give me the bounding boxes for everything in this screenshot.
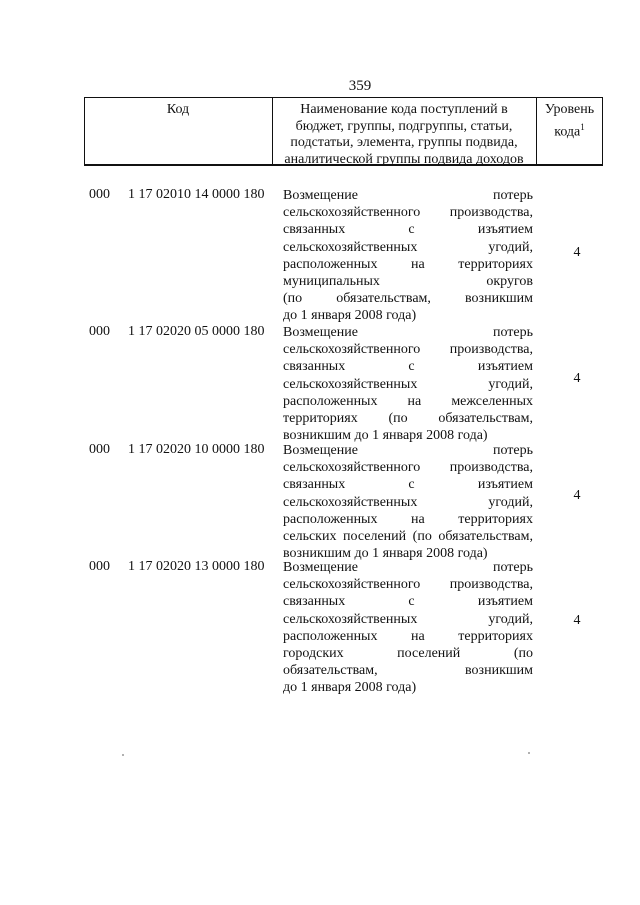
scan-speck (122, 754, 124, 756)
row-name-line: связанных с изъятием (283, 359, 533, 375)
row-name-line: сельских поселений (по обязательствам, (283, 528, 533, 544)
row-name-line: сельскохозяйственных угодий, (283, 239, 533, 255)
row-admin-code: 000 (89, 187, 110, 202)
row-name-line: обязательствам, возникшим (283, 663, 533, 679)
row-name-line: сельскохозяйственного производства, (283, 577, 533, 593)
header-level-line2: кода (554, 124, 581, 140)
table-header (84, 97, 603, 166)
row-name-line: сельскохозяйственных угодий, (283, 611, 533, 627)
row-name-line: муниципальных округов (283, 273, 533, 289)
row-name-line: сельскохозяйственного производства, (283, 342, 533, 358)
row-name (283, 559, 533, 697)
row-level: 4 (573, 245, 581, 260)
row-name-line: (по обязательствам, возникшим (283, 291, 533, 307)
row-name-line: сельскохозяйственного производства, (283, 205, 533, 221)
row-name (283, 187, 533, 325)
row-revenue-code: 1 17 02020 05 0000 180 (128, 324, 265, 339)
header-name-line: Наименование кода поступлений в (300, 102, 508, 117)
row-name-line: сельскохозяйственного производства, (283, 460, 533, 476)
header-name-line: подстатьи, элемента, группы подвида, (290, 135, 518, 150)
row-revenue-code: 1 17 02020 10 0000 180 (128, 442, 265, 457)
row-admin-code: 000 (89, 442, 110, 457)
row-name-line: расположенных на территориях (283, 256, 533, 272)
row-revenue-code: 1 17 02010 14 0000 180 (128, 187, 265, 202)
row-admin-code: 000 (89, 324, 110, 339)
row-name-line: связанных с изъятием (283, 222, 533, 238)
row-admin-code: 000 (89, 559, 110, 574)
header-level-label (536, 102, 603, 141)
header-level-line1: Уровень (544, 102, 595, 117)
row-name-line: территориях (по обязательствам, (283, 410, 533, 426)
row-name-line: связанных с изъятием (283, 594, 533, 610)
scan-speck (528, 752, 530, 754)
row-level: 4 (573, 371, 581, 386)
row-name-line: возникшим до 1 января 2008 года) (283, 546, 488, 562)
header-name-line: бюджет, группы, подгруппы, статьи, (295, 118, 513, 134)
row-name-line: связанных с изъятием (283, 477, 533, 493)
row-name-line: Возмещение потерь (283, 188, 533, 203)
row-revenue-code: 1 17 02020 13 0000 180 (128, 559, 265, 574)
page-number: 359 (348, 78, 372, 94)
header-top-rule (84, 97, 603, 98)
row-name-line: до 1 января 2008 года) (283, 308, 417, 324)
row-name-line: расположенных на территориях (283, 511, 533, 527)
row-name-line: расположенных на межселенных (283, 393, 533, 409)
header-name-line: аналитической группы подвида доходов (284, 151, 524, 167)
header-code-label: Код (166, 102, 190, 117)
row-name-line: Возмещение потерь (283, 560, 533, 575)
row-name (283, 324, 533, 444)
row-name-line: сельскохозяйственных угодий, (283, 376, 533, 392)
row-name-line: до 1 января 2008 года) (283, 680, 417, 696)
header-name-label (272, 102, 536, 168)
row-name-line: сельскохозяйственных угодий, (283, 494, 533, 510)
row-name-line: возникшим до 1 января 2008 года) (283, 428, 488, 444)
row-name-line: городских поселений (по (283, 645, 533, 661)
row-level: 4 (573, 488, 581, 503)
row-name-line: Возмещение потерь (283, 325, 533, 340)
row-name-line: Возмещение потерь (283, 443, 533, 458)
row-name (283, 442, 533, 562)
row-name-line: расположенных на территориях (283, 628, 533, 644)
footnote-marker: 1 (580, 121, 585, 132)
row-level: 4 (573, 613, 581, 628)
